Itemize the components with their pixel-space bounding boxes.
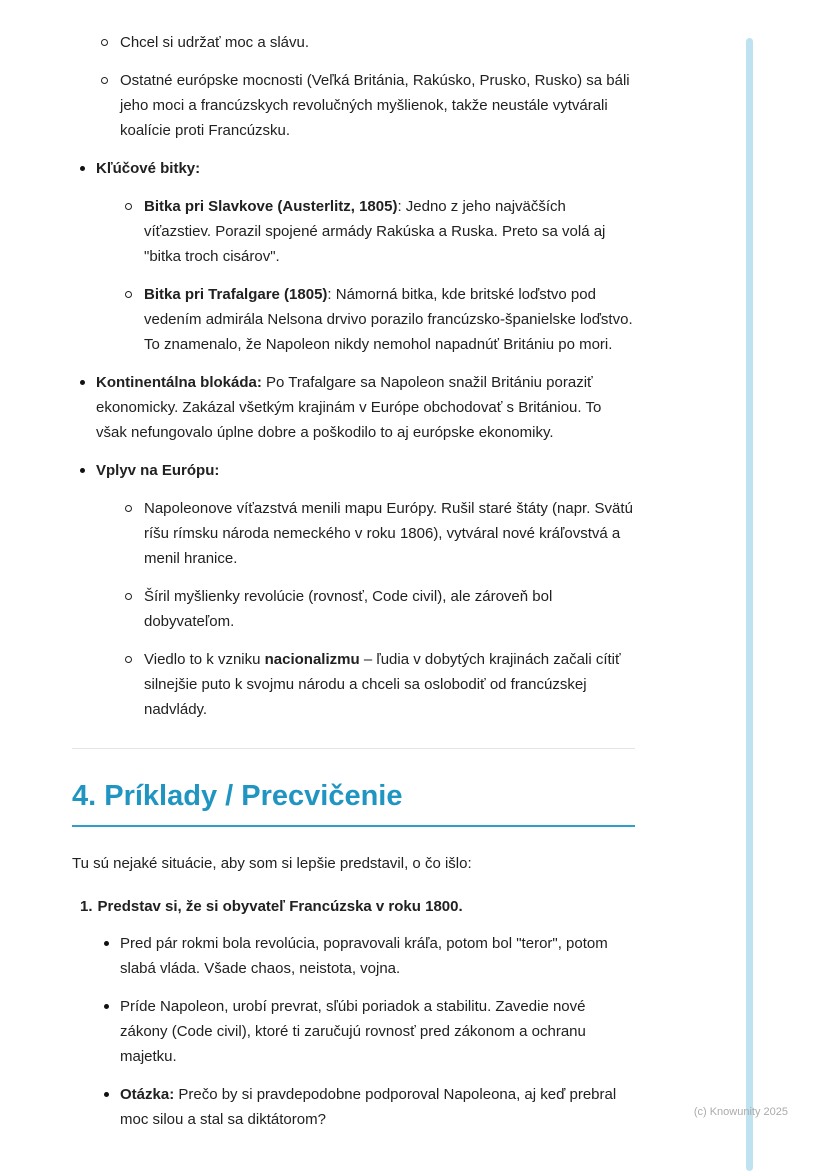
list-item [120,584,635,634]
list-item [96,931,635,981]
scrollbar-thumb[interactable] [746,38,753,1171]
list-item-key-battles [72,156,635,357]
exercise-item [72,894,635,919]
list-item-text: Príde Napoleon, urobí prevrat, sľúbi poriadok a stabilitu. Zavedie nové zákony (Code civil), ktoré ti zaručujú rovnosť pred zákonom a ochranu majetku. [120,998,586,1065]
list-item-blockade [72,370,635,445]
list-item [96,68,635,143]
list-item-text: Kontinentálna blokáda: Po Trafalgare sa Napoleon snažil Britániu poraziť ekonomicky. Zakázal všetkým krajinám v Európe obchodovať s Britániou. To však nefungovalo úplne dobre a poškodilo to aj európske ekonomiky. [96,374,602,441]
key-battles-sublist [120,194,635,357]
footer-credit: (c) Knowunity 2025 [693,1106,788,1118]
list-item [120,282,635,357]
list-item [120,647,635,722]
influence-sublist [120,496,635,722]
exercise-title: Predstav si, že si obyvateľ Francúzska v roku 1800. [97,898,463,915]
list-item-text: Otázka: Prečo by si pravdepodobne podporoval Napoleona, aj keď prebral moc silou a stal sa diktátorom? [120,1086,617,1128]
list-item-text: Ostatné európske mocnosti (Veľká Británia, Rakúsko, Prusko, Rusko) sa báli jeho moci a francúzskych revolučných myšlienok, takže neustále vytvárali koalície proti Francúzsku. [120,72,630,139]
list-item-text: Chcel si udržať moc a slávu. [120,34,310,51]
list-item-influence [72,458,635,722]
main-list [72,156,635,722]
list-item-text: Bitka pri Slavkove (Austerlitz, 1805): Jedno z jeho najväčších víťazstiev. Porazil spojené armády Rakúska a Ruska. Preto sa volá aj "bitka troch cisárov". [144,198,606,265]
section-heading: 4. Príklady / Precvičenie [72,779,635,827]
list-item-text: Viedlo to k vzniku nacionalizmu – ľudia v dobytých krajinách začali cítiť silnejšie puto k svojmu národu a chceli sa oslobodiť od francúzskej nadvlády. [144,651,621,718]
list-item [96,994,635,1069]
intro-paragraph: Tu sú nejaké situácie, aby som si lepšie predstavil, o čo išlo: [72,855,472,872]
page-content [72,30,635,1145]
list-item-text: Napoleonove víťazstvá menili mapu Európy. Rušil staré štáty (napr. Svätú ríšu rímsku národa nemeckého v roku 1806), vytváral nové kráľovstvá a menil hranice. [144,500,633,567]
continuation-list [96,30,635,143]
list-item-text: Pred pár rokmi bola revolúcia, popravovali kráľa, potom bol "teror", potom slabá vláda. Všade chaos, neistota, vojna. [120,935,608,977]
list-item-text: Bitka pri Trafalgare (1805): Námorná bitka, kde britské loďstvo pod vedením admirála Nelsona drvivo porazilo francúzsko-španielske loďstvo. To znamenalo, že Napoleon nikdy nemohol napadnúť Britániu po mori. [144,286,633,353]
exercise-number: 1. [80,898,93,915]
list-item [96,1082,635,1132]
list-item-text: Vplyv na Európu: [96,462,220,479]
list-item-text: Kľúčové bitky: [96,160,201,177]
list-item [120,194,635,269]
section-divider [72,748,635,749]
list-item-text: Šíril myšlienky revolúcie (rovnosť, Code civil), ale zároveň bol dobyvateľom. [144,588,553,630]
list-item [120,496,635,571]
list-item [96,30,635,55]
exercise-points-list [96,931,635,1132]
